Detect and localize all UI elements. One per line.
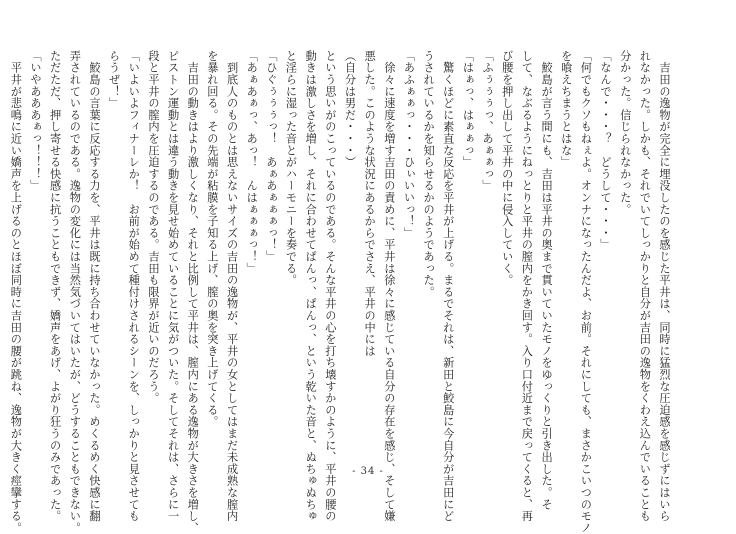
- text-line: れなかった。しかも、それでいてしっかりと自分が吉田の逸物をくわえ込んでいることも: [638, 50, 652, 522]
- text-line: 吉田の動きはより激しくなり、それと比例して平井は、膣内にある逸物が大きさを増し、: [186, 50, 200, 534]
- text-line: 「あふぁぁっ・・・ひぃいいっ！」: [402, 50, 416, 239]
- text-line: 「あぁあぁっ、あっ！ んはぁぁぁっ！」: [245, 50, 259, 275]
- text-line: 吉田の逸物が完全に埋没したのを感じた平井は、同時に猛烈な圧迫感を感じずにはいら: [658, 50, 671, 522]
- text-line: 段と平井の膣内を圧迫するのである。吉田も限界が近いのだろう。: [146, 50, 160, 404]
- text-line: うされているかを知らせるかのようであった。: [422, 50, 436, 298]
- text-line: 鮫島が言う間にも、吉田は平井の奥まで貫いていたモノをゆっくりと引き出した。そ: [540, 50, 554, 511]
- text-line: 「いよいよフィナーレか！ お前が始めて種付けされるシーンを、しっかりと見させても: [127, 50, 141, 522]
- text-line: 「ひぐぅぅぅっ！ あぁあぁぁぁっ！」: [264, 50, 278, 263]
- text-line: 平井が悲鳴に近い嬌声を上げるのとほぼ同時に吉田の腰が跳ね、逸物が大きく痙攣する。: [9, 50, 23, 534]
- text-line: 徐々に速度を増す吉田の責めに、平井は徐々に感じている自分の存在を感じ、そして嫌: [382, 50, 396, 522]
- text-line: 到底人のものとは思えないサイズの吉田の逸物が、平井の女としてはまだ未成熟な膣内: [225, 50, 239, 522]
- text-line: ただただ、押し寄せる快感に抗うこともできず、嬌声をあげ、よがり狂うのみであった。: [48, 50, 62, 522]
- text-line: らうぜ！」: [107, 50, 121, 109]
- text-line: 弄されているのである。逸物の変化には当然気づいてはいたが、どうすることもできない。: [68, 50, 82, 534]
- text-line: して、なぶるようにねっとりと平井の膣内をかき回す。入り口付近まで戻ってくると、再: [520, 50, 534, 522]
- text-line: と淫らに湿った音とがハーモニーを奏でる。: [284, 50, 298, 286]
- page-number: - 34 -: [352, 466, 384, 477]
- text-line: 「はぁっ、はぁぁっ」: [461, 50, 475, 168]
- text-line: という思いがのこっているのである。そんな平井の心を打ち壊すかのように、平井の腰の: [323, 50, 337, 522]
- text-line: 「なんで・・・？ どうして・・・」: [599, 50, 613, 251]
- text-line: 「ふぅぅぅっ、あぁぁっ」: [481, 50, 495, 192]
- text-line: 分かった。信じられなかった。: [618, 50, 632, 216]
- text-line: （自分は男だ・・・）: [343, 50, 357, 168]
- text-line: び腰を押し出して平井の中に侵入していく。: [500, 50, 514, 286]
- text-line: 鮫島の言葉に反応する力を、平井は既に持ち合わせていなかった。めくるめく快感に翻: [87, 50, 101, 522]
- text-line: 驚くほどに素直な反応を平井が上げる。まるでそれは、新田と鮫島に今自分が吉田にど: [441, 50, 455, 522]
- text-line: 「いやあああぁっ！！！」: [29, 50, 42, 192]
- text-line: を喰えちまうとはな」: [559, 50, 573, 168]
- text-line: 「何でもクソもねぇよ。オンナになったんだよ、お前。それにしても、まさかこいつのモノ: [579, 50, 593, 534]
- text-line: 悪した。このような状況にあるからでさえ、平井の中には: [363, 50, 377, 357]
- text-line: ピストン運動とは違う動きを見せ始めていることに気がついた。そしてそれは、さらに一: [166, 50, 180, 522]
- text-line: 動きは激しさを増し、それに合わせてぱんっ、ぱんっ、という乾いた音と、ぬちゅぬちゅ: [304, 50, 318, 522]
- text-line: を暴れ回る。その先端が粘膜を子知る上げ、膣の奥を突き上げてくる。: [205, 50, 219, 428]
